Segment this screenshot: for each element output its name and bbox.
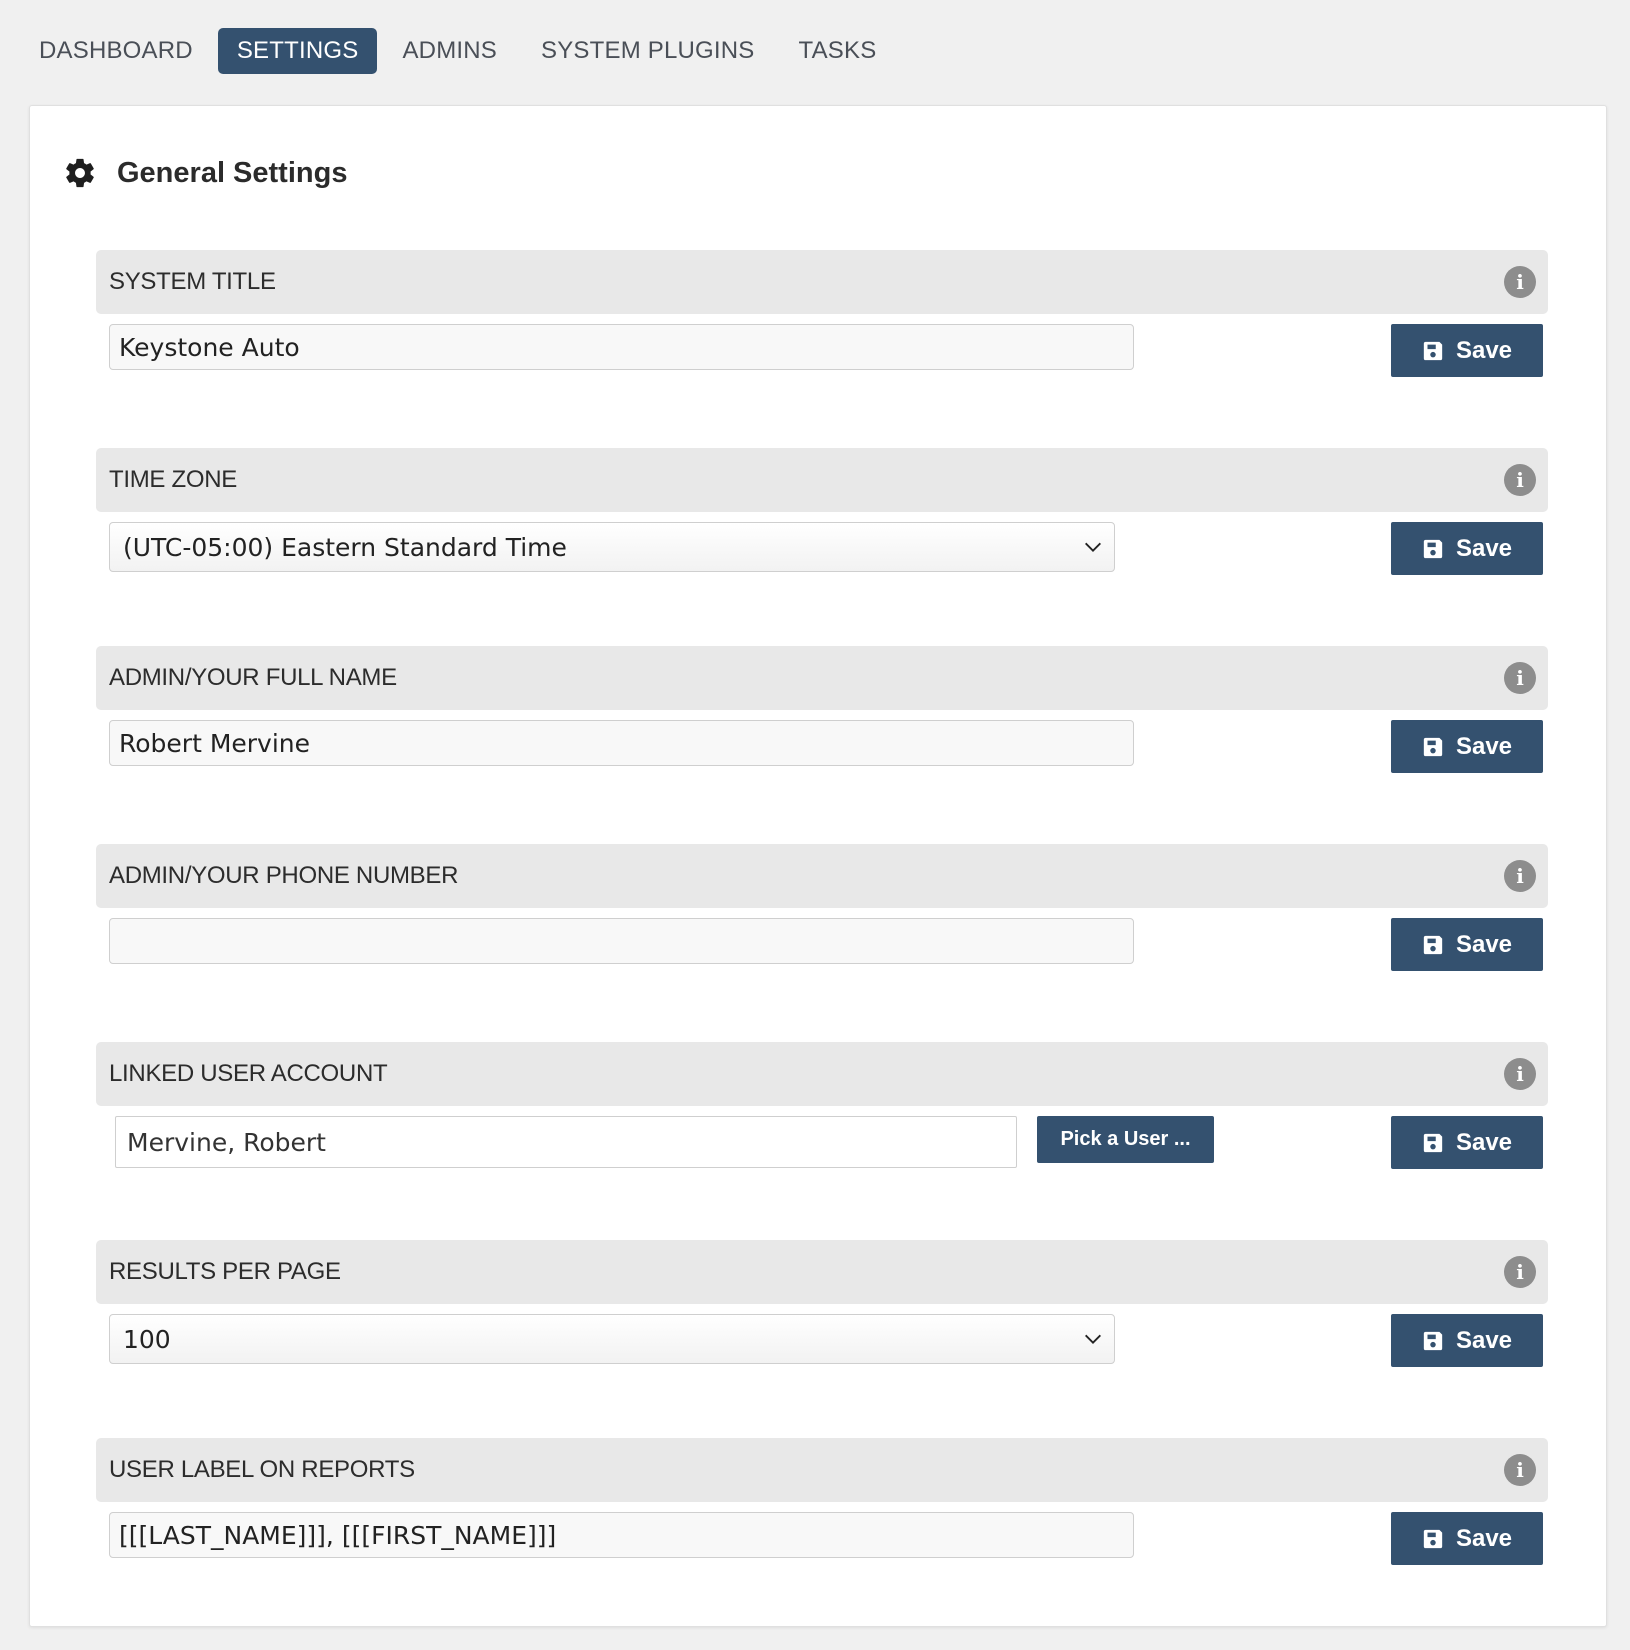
info-icon[interactable]: i	[1504, 266, 1536, 298]
floppy-disk-icon	[1422, 1132, 1444, 1154]
section-header	[96, 1042, 1548, 1106]
tab-dashboard[interactable]: DASHBOARD	[39, 37, 193, 64]
admin-phone-input[interactable]	[109, 918, 1134, 964]
general-settings-card	[29, 105, 1607, 1627]
card-header	[63, 156, 347, 190]
floppy-disk-icon	[1422, 538, 1444, 560]
section-results-per-page	[96, 1240, 1548, 1354]
section-user-label-on-reports	[96, 1438, 1548, 1552]
select-value: (UTC-05:00) Eastern Standard Time	[123, 533, 567, 562]
select-value: 100	[123, 1325, 171, 1354]
info-icon[interactable]: i	[1504, 464, 1536, 496]
save-button[interactable]	[1391, 720, 1543, 773]
section-header	[96, 250, 1548, 314]
section-system-title	[96, 250, 1548, 364]
section-header	[96, 448, 1548, 512]
section-label: ADMIN/YOUR FULL NAME	[109, 664, 397, 691]
admin-name-input[interactable]: Robert Mervine	[109, 720, 1134, 766]
info-icon[interactable]: i	[1504, 1256, 1536, 1288]
save-button[interactable]	[1391, 918, 1543, 971]
save-button[interactable]	[1391, 324, 1543, 377]
section-label: USER LABEL ON REPORTS	[109, 1456, 415, 1483]
floppy-disk-icon	[1422, 736, 1444, 758]
chevron-down-icon	[1082, 536, 1104, 558]
save-button[interactable]	[1391, 1512, 1543, 1565]
section-header	[96, 844, 1548, 908]
section-label: ADMIN/YOUR PHONE NUMBER	[109, 862, 459, 889]
system-title-input[interactable]: Keystone Auto	[109, 324, 1134, 370]
save-label: Save	[1455, 732, 1513, 760]
info-icon[interactable]: i	[1504, 1454, 1536, 1486]
info-icon[interactable]: i	[1504, 662, 1536, 694]
info-icon[interactable]: i	[1504, 860, 1536, 892]
info-icon[interactable]: i	[1504, 1058, 1536, 1090]
save-label: Save	[1455, 1524, 1513, 1552]
section-admin-full-name	[96, 646, 1548, 760]
tab-tasks[interactable]: TASKS	[798, 37, 877, 64]
pick-user-button[interactable]: Pick a User ...	[1037, 1116, 1214, 1163]
card-title: General Settings	[117, 156, 348, 189]
tab-settings[interactable]: SETTINGS	[218, 28, 378, 74]
save-label: Save	[1455, 336, 1513, 364]
save-button[interactable]	[1391, 1116, 1543, 1169]
save-button[interactable]	[1391, 522, 1543, 575]
floppy-disk-icon	[1422, 1330, 1444, 1352]
section-header	[96, 1438, 1548, 1502]
save-label: Save	[1455, 930, 1513, 958]
section-label: LINKED USER ACCOUNT	[109, 1060, 388, 1087]
section-label: TIME ZONE	[109, 466, 237, 493]
time-zone-select[interactable]	[109, 522, 1115, 572]
section-header	[96, 646, 1548, 710]
tab-admins[interactable]: ADMINS	[402, 37, 497, 64]
save-label: Save	[1455, 534, 1513, 562]
tab-system-plugins[interactable]: SYSTEM PLUGINS	[541, 37, 755, 64]
user-label-input[interactable]: [[[LAST_NAME]]], [[[FIRST_NAME]]]	[109, 1512, 1134, 1558]
floppy-disk-icon	[1422, 1528, 1444, 1550]
save-label: Save	[1455, 1128, 1513, 1156]
section-header	[96, 1240, 1548, 1304]
floppy-disk-icon	[1422, 340, 1444, 362]
top-nav	[20, 28, 901, 74]
section-admin-phone	[96, 844, 1548, 958]
gear-icon	[63, 156, 97, 190]
results-per-page-select[interactable]	[109, 1314, 1115, 1364]
chevron-down-icon	[1082, 1328, 1104, 1350]
section-label: SYSTEM TITLE	[109, 268, 276, 295]
section-label: RESULTS PER PAGE	[109, 1258, 341, 1285]
save-label: Save	[1455, 1326, 1513, 1354]
linked-user-input[interactable]: Mervine, Robert	[115, 1116, 1017, 1168]
section-linked-user-account	[96, 1042, 1548, 1157]
save-button[interactable]	[1391, 1314, 1543, 1367]
section-time-zone	[96, 448, 1548, 562]
floppy-disk-icon	[1422, 934, 1444, 956]
